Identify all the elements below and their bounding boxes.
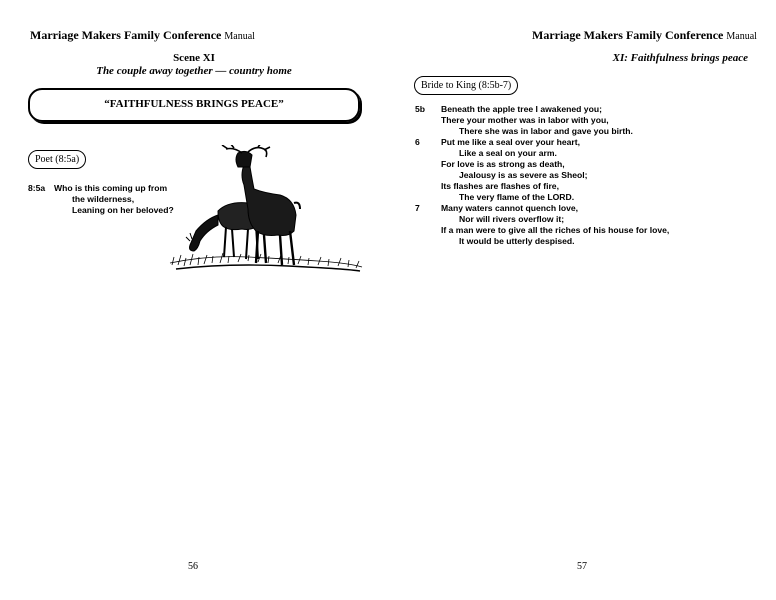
- page-number: 56: [188, 561, 198, 572]
- verse-text: For love is as strong as death,: [441, 159, 565, 169]
- running-head-left: [30, 28, 255, 43]
- verse-line: [415, 192, 669, 203]
- running-head-suffix: Manual: [726, 31, 757, 42]
- verse-text: Its flashes are flashes of fire,: [441, 181, 559, 191]
- verse-number: 7: [415, 203, 420, 213]
- verse-line: [415, 115, 669, 126]
- verse-line: [28, 183, 174, 194]
- verse-number: [415, 192, 441, 203]
- verse-text: It would be utterly despised.: [459, 236, 575, 246]
- verse-text: Nor will rivers overflow it;: [459, 214, 565, 224]
- verse-text: There she was in labor and gave you birth.: [459, 126, 633, 136]
- verse-number: [415, 148, 441, 159]
- verse-line: [28, 205, 174, 216]
- page-number: 57: [577, 561, 587, 572]
- verse-number: [28, 194, 54, 205]
- verse-line: [415, 170, 669, 181]
- verse-text: Put me like a seal over your heart,: [441, 137, 580, 147]
- section-subtitle: XI: Faithfulness brings peace: [612, 52, 748, 64]
- verse-text: Beneath the apple tree I awakened you;: [441, 104, 602, 114]
- verse-text: Like a seal on your arm.: [459, 148, 557, 158]
- deer-illustration: [168, 145, 364, 275]
- verse-line: [28, 194, 174, 205]
- verse-number: [28, 205, 54, 216]
- speaker-tag-bride: Bride to King (8:5b-7): [414, 76, 518, 95]
- verse-number: [415, 115, 441, 126]
- running-head-title: Marriage Makers Family Conference: [30, 28, 222, 42]
- verse-number: [415, 225, 441, 236]
- speaker-tag-poet: Poet (8:5a): [28, 150, 86, 169]
- verse-text: Who is this coming up from: [54, 183, 168, 193]
- scene-setting: The couple away together — country home: [96, 65, 292, 77]
- right-page: [388, 0, 776, 600]
- verse-text: The very flame of the LORD.: [459, 192, 575, 202]
- verse-text: Jealousy is as severe as Sheol;: [459, 170, 588, 180]
- verse-line: [415, 104, 669, 115]
- verse-line: [415, 148, 669, 159]
- verse-number: 5b: [415, 104, 426, 114]
- verse-line: [415, 159, 669, 170]
- bride-verses: [415, 104, 669, 247]
- verse-number: [415, 126, 441, 137]
- verse-line: [415, 225, 669, 236]
- verse-line: [415, 126, 669, 137]
- verse-number: [415, 170, 441, 181]
- verse-number: [415, 236, 441, 247]
- running-head-title: Marriage Makers Family Conference: [532, 28, 724, 42]
- scene-heading: [0, 52, 388, 78]
- verse-text: the wilderness,: [72, 194, 135, 204]
- verse-number: [415, 159, 441, 170]
- verse-line: [415, 181, 669, 192]
- verse-line: [415, 214, 669, 225]
- verse-line: [415, 137, 669, 148]
- verse-text: There your mother was in labor with you,: [441, 115, 609, 125]
- verse-number: [415, 181, 441, 192]
- banner-title: “FAITHFULNESS BRINGS PEACE”: [104, 98, 284, 110]
- verse-text: Leaning on her beloved?: [72, 205, 174, 215]
- title-banner: [28, 88, 360, 122]
- scene-number: Scene XI: [173, 52, 215, 64]
- verse-text: Many waters cannot quench love,: [441, 203, 579, 213]
- verse-line: [415, 236, 669, 247]
- verse-line: [415, 203, 669, 214]
- running-head-right: [532, 28, 757, 43]
- poet-verses: [28, 183, 174, 216]
- verse-number: 8:5a: [28, 183, 46, 193]
- verse-text: If a man were to give all the riches of his house for love,: [441, 225, 670, 235]
- verse-number: 6: [415, 137, 420, 147]
- running-head-suffix: Manual: [224, 31, 255, 42]
- verse-number: [415, 214, 441, 225]
